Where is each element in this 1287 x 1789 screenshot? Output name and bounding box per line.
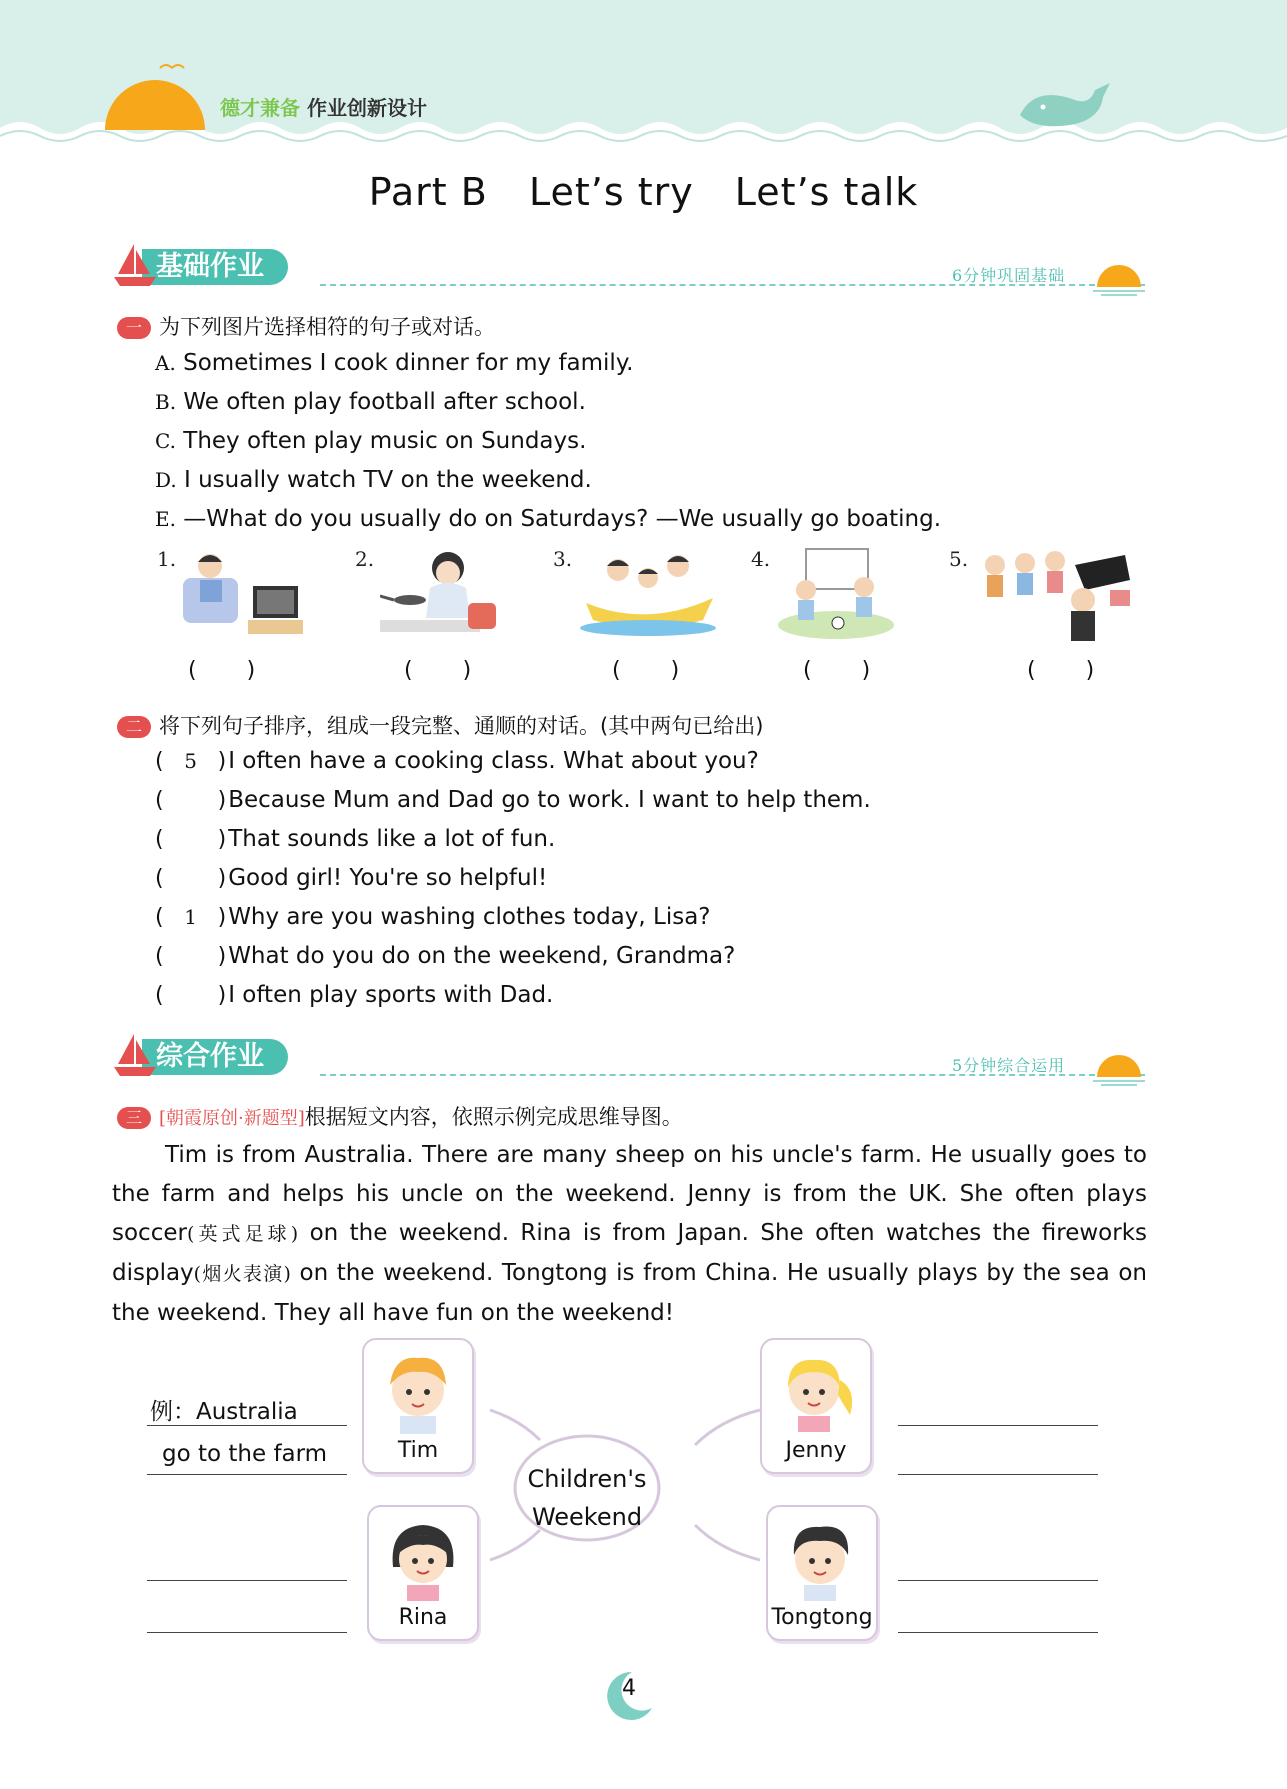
page-number: 4: [622, 1676, 636, 1701]
example-country: 例：Australia: [150, 1399, 298, 1425]
mindmap-name: Jenny: [785, 1438, 847, 1463]
order-blank[interactable]: ( ): [155, 788, 229, 813]
reading-passage: Tim is from Australia. There are many sheep on his uncle's farm. He usually goes to the farm and helps his uncle on the weekend. Jenny is from the UK. She often plays soccer(英式足球) on the weekend. Rina is from Japan. She often watches the fireworks display(烟火表演) on the weekend. Tongtong is from China. He usually plays by the sea on the weekend. They all have fun on the weekend!: [112, 1142, 1148, 1326]
q1-option: E. —What do you usually do on Saturdays? —We usually go boating.: [155, 506, 942, 532]
picture-number: 2.: [355, 547, 375, 571]
picture-number: 4.: [751, 547, 771, 571]
answer-blank[interactable]: ( ): [612, 658, 682, 683]
order-blank[interactable]: ( ): [155, 866, 229, 891]
q3-title: 根据短文内容，依照示例完成思维导图。: [304, 1105, 683, 1129]
answer-blank[interactable]: ( ): [404, 658, 474, 683]
sailboat-icon: [112, 240, 158, 288]
answer-line[interactable]: [898, 1580, 1098, 1581]
q3-heading: [117, 1101, 683, 1131]
answer-line[interactable]: [898, 1425, 1098, 1426]
watching-tv-picture: [178, 548, 303, 638]
picture-number: 5.: [949, 547, 969, 571]
section-comprehensive-label: 综合作业: [142, 1039, 288, 1075]
q2-item: ( )Good girl! You're so helpful!: [155, 865, 548, 891]
q3-number: 三: [117, 1107, 151, 1129]
q1-option: C. They often play music on Sundays.: [155, 428, 587, 454]
order-blank[interactable]: ( ): [155, 983, 229, 1008]
mindmap-center-label: Children's Weekend: [527, 1465, 647, 1531]
boy-avatar-icon: [768, 1507, 876, 1602]
section-basic-header: [112, 248, 288, 286]
girl-avatar-icon: [762, 1340, 870, 1435]
q1-number: 一: [117, 317, 151, 339]
q2-item: ( )What do you do on the weekend, Grandma?: [155, 943, 736, 969]
mindmap-name: Rina: [398, 1605, 448, 1630]
sun-icon: [100, 60, 210, 130]
answer-line[interactable]: [147, 1632, 347, 1633]
sun-icon: [1093, 1045, 1148, 1087]
section-basic-note: 6分钟巩固基础: [952, 266, 1066, 285]
picture-number: 3.: [553, 547, 573, 571]
q1-option: A. Sometimes I cook dinner for my family.: [155, 350, 634, 376]
section-basic-label: 基础作业: [142, 249, 288, 285]
football-picture: [776, 545, 901, 640]
cooking-picture: [380, 548, 505, 638]
mindmap-node-jenny: [760, 1338, 872, 1474]
q1-heading: [117, 311, 495, 341]
q2-item: ( )I often play sports with Dad.: [155, 982, 554, 1008]
brand-part2: 作业创新设计: [306, 96, 427, 120]
q2-item: ( 1 )Why are you washing clothes today, Lisa?: [155, 904, 711, 930]
girl-avatar-icon: [369, 1507, 477, 1602]
whale-icon: [1015, 75, 1115, 135]
music-picture: [975, 545, 1135, 645]
q2-title: 将下列句子排序，组成一段完整、通顺的对话。(其中两句已给出): [159, 714, 764, 738]
q1-title: 为下列图片选择相符的句子或对话。: [159, 315, 495, 339]
answer-line: [147, 1474, 347, 1475]
title-part: Part B: [368, 170, 488, 214]
mindmap-name: Tim: [397, 1438, 439, 1463]
q2-item: ( )That sounds like a lot of fun.: [155, 826, 556, 852]
section-comprehensive-header: [112, 1038, 288, 1076]
title-part: Let’s try: [528, 170, 694, 214]
order-blank[interactable]: ( ): [155, 944, 229, 969]
answer-line[interactable]: [147, 1580, 347, 1581]
mindmap-node-tongtong: [766, 1505, 878, 1641]
mindmap-node-tim: [362, 1338, 474, 1474]
example-activity: go to the farm: [162, 1441, 328, 1467]
sailboat-icon: [112, 1030, 158, 1078]
mindmap-name: Tongtong: [771, 1605, 873, 1630]
section-comprehensive-note: 5分钟综合运用: [952, 1056, 1066, 1075]
title-part: Let’s talk: [734, 170, 919, 214]
q2-heading: [117, 710, 763, 740]
q1-option: D. I usually watch TV on the weekend.: [155, 467, 592, 493]
q2-item: ( 5 )I often have a cooking class. What about you?: [155, 748, 759, 774]
answer-blank[interactable]: ( ): [803, 658, 873, 683]
order-blank[interactable]: ( 1 ): [155, 905, 229, 930]
q1-option: B. We often play football after school.: [155, 389, 586, 415]
answer-blank[interactable]: ( ): [1027, 658, 1097, 683]
mindmap-node-rina: [367, 1505, 479, 1641]
picture-number: 1.: [157, 547, 177, 571]
answer-line[interactable]: [898, 1474, 1098, 1475]
boating-picture: [578, 548, 718, 638]
sun-icon: [1093, 255, 1148, 297]
brand-part1: 德才兼备: [220, 96, 300, 120]
answer-blank[interactable]: ( ): [188, 658, 258, 683]
q3-tag: [朝霞原创·新题型]: [159, 1108, 305, 1129]
q2-number: 二: [117, 716, 151, 738]
answer-line[interactable]: [898, 1632, 1098, 1633]
page-title: [0, 170, 1287, 214]
boy-avatar-icon: [364, 1340, 472, 1435]
q2-item: ( )Because Mum and Dad go to work. I want to help them.: [155, 787, 871, 813]
answer-line: [147, 1425, 347, 1426]
order-blank[interactable]: ( 5 ): [155, 749, 229, 774]
brand-title: [220, 92, 427, 121]
order-blank[interactable]: ( ): [155, 827, 229, 852]
